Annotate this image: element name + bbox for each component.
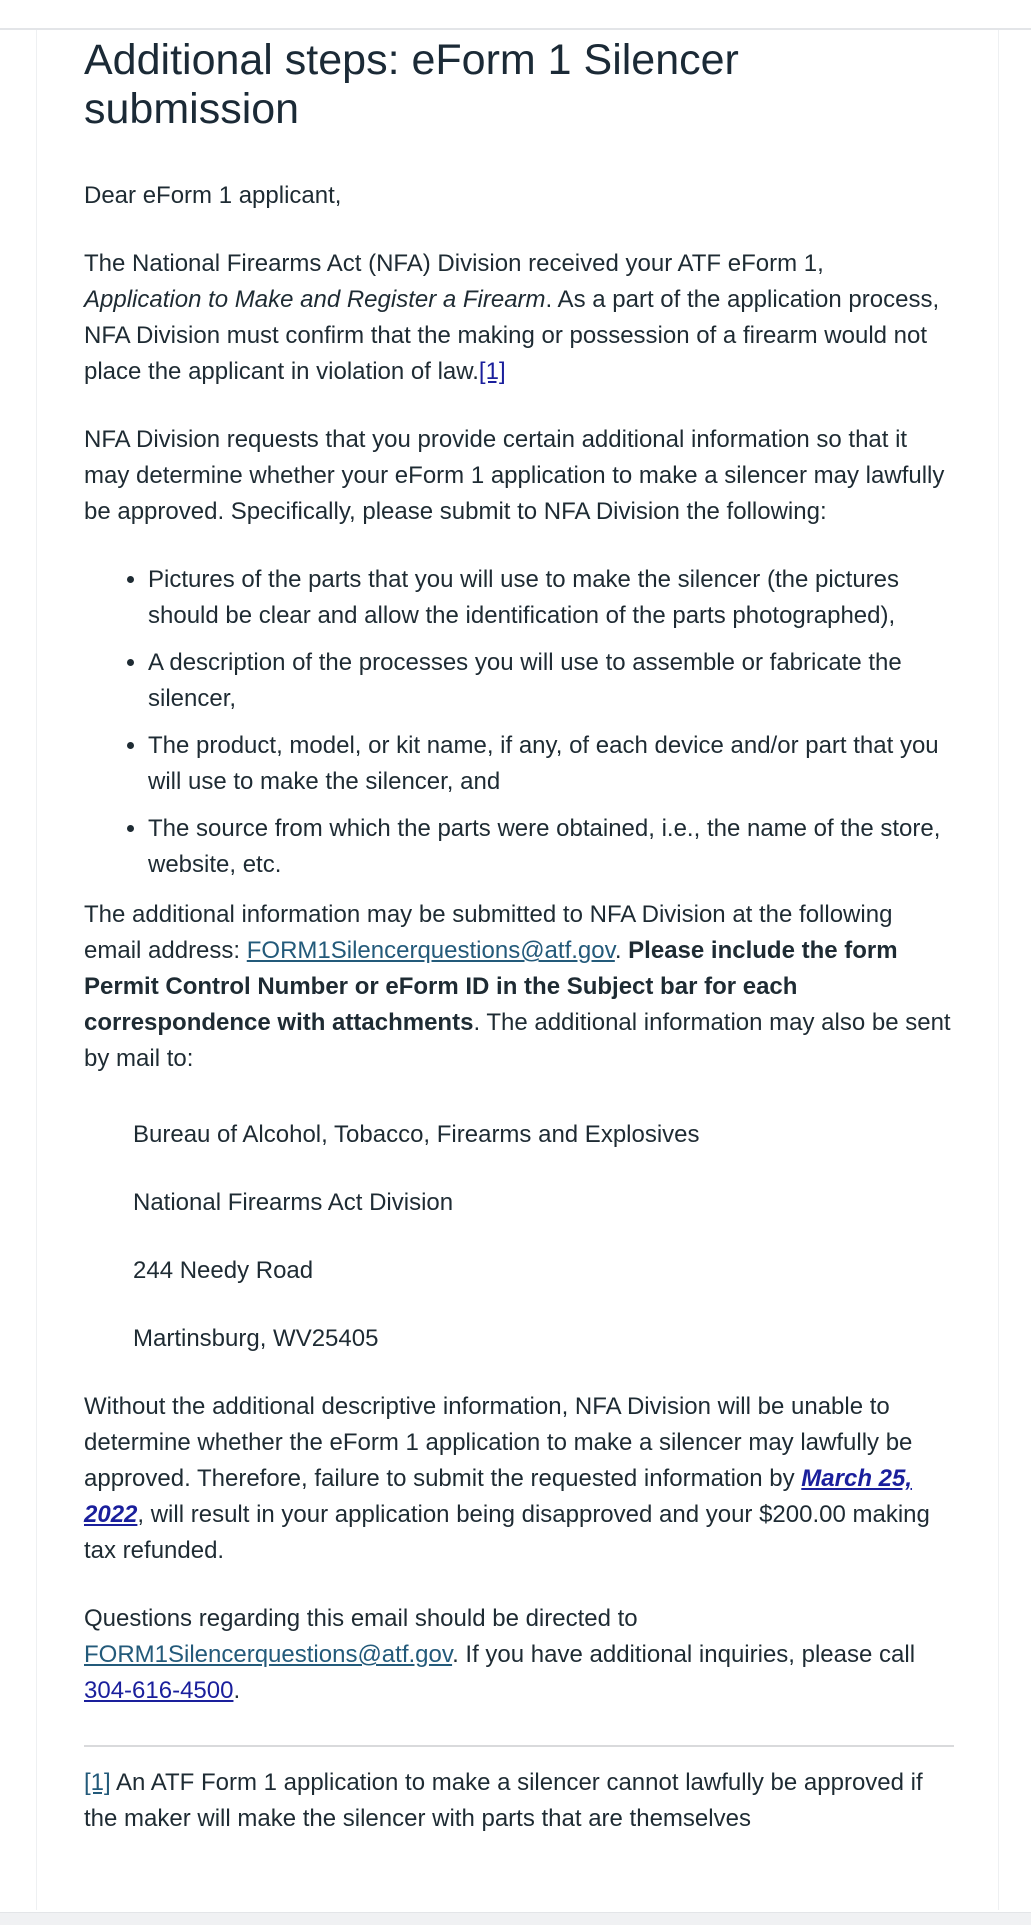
mailing-address (133, 1117, 954, 1357)
footnote (84, 1765, 954, 1837)
intro-text-1: The National Firearms Act (NFA) Division received your ATF eForm 1, (84, 250, 824, 277)
greeting: Dear eForm 1 applicant, (84, 182, 342, 209)
address-line: Bureau of Alcohol, Tobacco, Firearms and Explosives (133, 1121, 700, 1148)
page-border-right (998, 30, 999, 1910)
submission-text-3: . The additional information may also be sent by mail to: (84, 1009, 951, 1072)
page-title: Additional steps: eForm 1 Silencer submission (84, 36, 739, 133)
submission-text-1: The additional information may be submitted to NFA Division at the following email address: (84, 901, 893, 964)
deadline-link[interactable]: March 25, 2022 (84, 1465, 913, 1528)
page-border-left (36, 30, 37, 1910)
top-bar (0, 0, 1031, 30)
submission-paragraph (84, 897, 954, 1077)
questions-paragraph (84, 1601, 954, 1709)
list-item: • A description of the processes you will use to assemble or fabricate the silencer, (148, 645, 954, 717)
address-line: Martinsburg, WV25405 (133, 1325, 379, 1352)
intro-text-2: . As a part of the application process, NFA Division must confirm that the making or possession of a firearm would not place the applicant in violation of law. (84, 286, 940, 385)
requirements-list (84, 562, 954, 883)
footnote-text: An ATF Form 1 application to make a silencer cannot lawfully be approved if the maker will make the silencer with parts that are themselves (84, 1769, 923, 1832)
list-item: • Pictures of the parts that you will use to make the silencer (the pictures should be clear and allow the identification of the parts photographed), (148, 562, 954, 634)
subject-instruction: Please include the form Permit Control Number or eForm ID in the Subject bar for each correspondence with attachments (84, 937, 898, 1036)
phone-link[interactable]: 304-616-4500 (84, 1677, 234, 1704)
warning-paragraph (84, 1389, 954, 1569)
footnote-ref-link[interactable]: [1] (478, 358, 506, 385)
email-body (84, 36, 954, 1837)
form-title: Application to Make and Register a Firearm (84, 286, 546, 313)
footnote-back-link[interactable]: [1] (84, 1769, 111, 1796)
warning-text-2: , will result in your application being disapproved and your $200.00 making tax refunded. (84, 1501, 930, 1564)
warning-text-1: Without the additional descriptive information, NFA Division will be unable to determine whether the eForm 1 application to make a silencer may lawfully be approved. Therefore, failure to submit the requested information by (84, 1393, 913, 1492)
footnote-divider (84, 1745, 954, 1747)
list-item: • The source from which the parts were obtained, i.e., the name of the store, website, etc. (148, 811, 954, 883)
email-link[interactable]: FORM1Silencerquestions@atf.gov (246, 937, 615, 964)
questions-text-3: . (233, 1677, 241, 1704)
request-paragraph: NFA Division requests that you provide certain additional information so that it may determine whether your eForm 1 application to make a silencer may lawfully be approved. Specifically, please submit to NFA Division the following: (84, 426, 945, 525)
intro-paragraph (84, 246, 954, 390)
list-item: • The product, model, or kit name, if any, of each device and/or part that you will use to make the silencer, and (148, 728, 954, 800)
address-line: 244 Needy Road (133, 1257, 314, 1284)
submission-text-2: . (614, 937, 629, 964)
email-link[interactable]: FORM1Silencerquestions@atf.gov (84, 1641, 453, 1668)
questions-text-2: . If you have additional inquiries, please call (452, 1641, 916, 1668)
address-line: National Firearms Act Division (133, 1189, 454, 1216)
questions-text-1: Questions regarding this email should be directed to (84, 1605, 638, 1632)
bottom-scroll-bar (0, 1912, 1031, 1925)
